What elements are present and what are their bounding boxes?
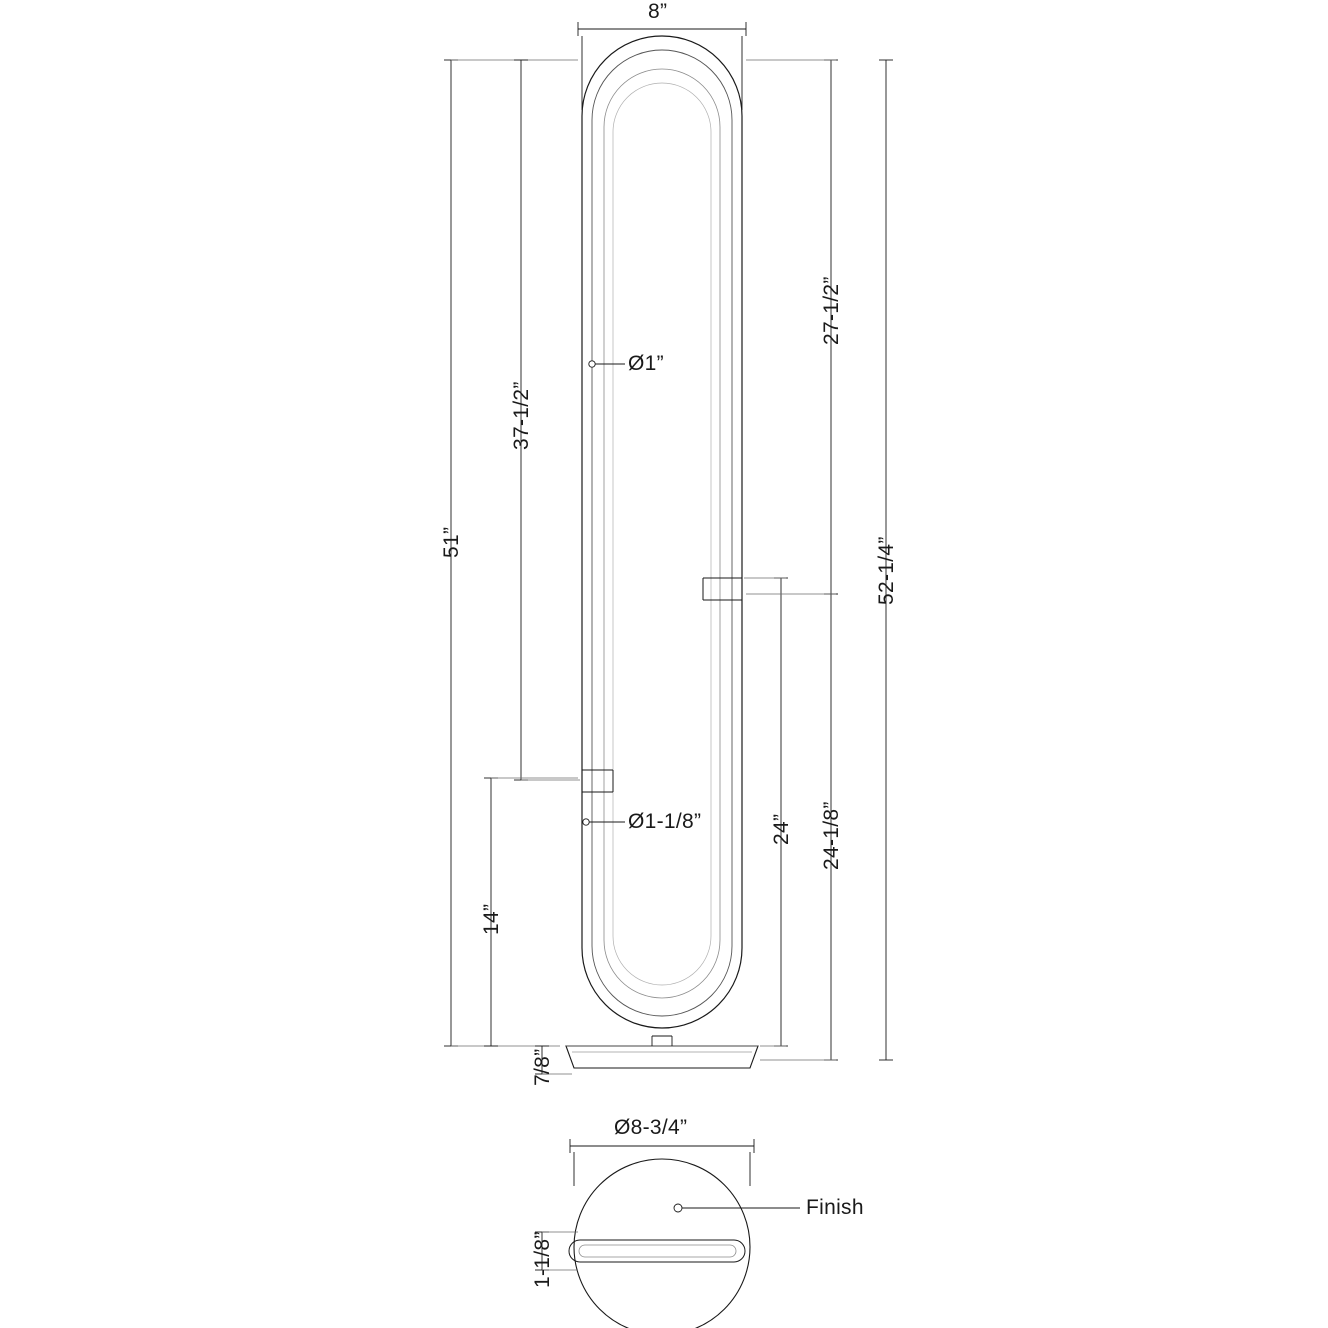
lamp-inner-channel bbox=[604, 69, 720, 998]
leader-finish bbox=[674, 1204, 800, 1212]
base-plan-view bbox=[569, 1159, 750, 1328]
dim-label-lower-height: 14” bbox=[480, 903, 503, 935]
dim-label-upper-height: 37-1/2” bbox=[510, 381, 533, 450]
dim-label-inner-lower: 24” bbox=[770, 813, 793, 845]
dim-label-overall-height: 51” bbox=[440, 526, 463, 558]
dim-overall-height bbox=[444, 60, 578, 1046]
dim-label-right-overall: 52-1/4” bbox=[875, 536, 898, 605]
dim-label-base-thickness: 7/8” bbox=[531, 1048, 554, 1086]
dim-label-diameter-lower: Ø1-1/8” bbox=[628, 810, 702, 833]
lamp-outer-outline bbox=[582, 36, 742, 1028]
dim-label-right-lower: 24-1/8” bbox=[820, 801, 843, 870]
base-plate-elevation bbox=[566, 1036, 758, 1068]
dim-base-diameter bbox=[570, 1139, 754, 1186]
leader-diameter-upper bbox=[589, 361, 625, 367]
dim-inner-lower bbox=[744, 578, 788, 1046]
dim-label-base-diameter: Ø8-3/4” bbox=[614, 1116, 688, 1139]
dim-label-right-upper: 27-1/2” bbox=[820, 276, 843, 345]
finish-callout-label: Finish bbox=[806, 1196, 864, 1219]
tube-joint-marks bbox=[582, 578, 742, 792]
dim-label-top-width: 8” bbox=[648, 0, 668, 23]
dim-top-width bbox=[578, 22, 746, 110]
dim-label-base-height: 1-1/8” bbox=[531, 1231, 554, 1288]
dim-label-diameter-upper: Ø1” bbox=[628, 352, 664, 375]
